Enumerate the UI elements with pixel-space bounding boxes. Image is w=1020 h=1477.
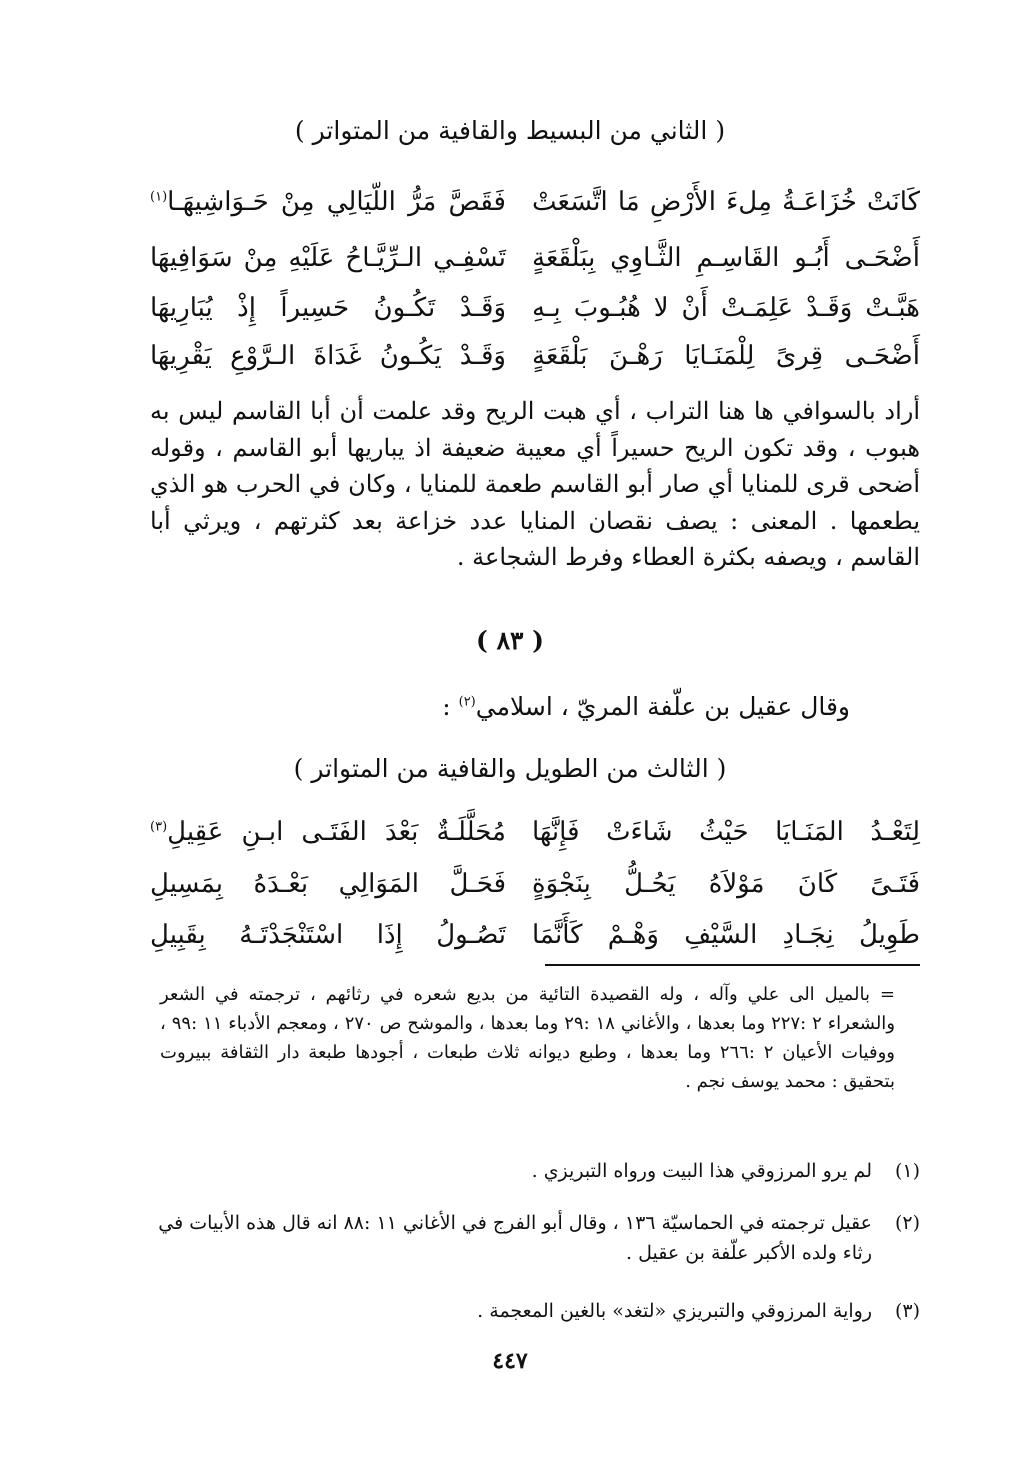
verse-second-hemistich <box>150 180 506 224</box>
footnote-ref: (٣) <box>150 819 168 835</box>
footnote-ref: (٢) <box>458 694 476 710</box>
poem-2-verse-3 <box>150 913 920 957</box>
verse-second-hemistich <box>150 810 506 854</box>
page-number: ٤٤٧ <box>492 1348 528 1374</box>
poem-1-verse-1 <box>150 180 920 224</box>
footnote-number: (٣) <box>894 1300 920 1322</box>
verse-second-hemistich: تَسْفِـي الـرِّيَّـاحُ عَلَيْهِ مِنْ سَوَافِيهَا <box>150 243 506 273</box>
verse-second-hemistich: تَصُـولُ إِذَا اسْتَنْجَدْتَـهُ بِقَبِيلِ <box>150 920 506 950</box>
poem-intro <box>442 690 850 724</box>
footnote-1 <box>150 1156 920 1186</box>
footnote-ref: (١) <box>150 189 168 205</box>
verse-first-hemistich: أَضْحَـى أَبُـو القَاسِـمِ الثَّـاوِي بِبَلْقَعَةٍ <box>532 243 920 273</box>
verse-first-hemistich-text: لِتَعْـدُ المَنَـايَا حَيْثُ شَاءَتْ فَإِنَّهَا <box>532 817 920 847</box>
footnote-number: (٢) <box>894 1212 920 1234</box>
verse-first-hemistich: طَوِيلُ نِجَـادِ السَّيْفِ وَهْـمْ كَأَنَّمَا <box>532 920 920 950</box>
footnote-continuation: = بالميل الى علي وآله ، وله القصيدة التائية من بديع شعره في رثائهم ، ترجمته في الشعر والشعراء ٢ :٢٢٧ وما بعدها ، والأغاني ١٨ :٢٩ وما بعدها ، والموشح ص ٢٧٠ ، ومعجم الأدباء ١١ :٩٩ ، ووفيات الأعيان ٢ :٢٦٦ وما بعدها ، وطبع ديوانه ثلاث طبعات ، أجودها طبعة دار الثقافة ببيروت بتحقيق : محمد يوسف نجم . <box>160 984 896 1092</box>
poem-number: ( ٨٣ ) <box>476 626 544 655</box>
section-title-meter-2: ( الثالث من الطويل والقافية من المتواتر ) <box>293 754 727 783</box>
poem-intro-colon: : <box>442 692 459 721</box>
poem-2-verse-2 <box>150 862 920 906</box>
verse-first-hemistich: فَتَـىً كَانَ مَوْلاَهُ يَحُـلُّ بِنَجْوَةٍ <box>532 869 920 899</box>
commentary-paragraph: أراد بالسوافي ها هنا التراب ، أي هبت الريح وقد علمت أن أبا القاسم ليس به هبوب ، وقد تكون الريح حسيراً أي معيبة ضعيفة اذ يباريها أبو القاسم ، وقوله أضحى قرى للمنايا أي صار أبو القاسم طعمة للمنايا ، وكان في الحرب هو الذي يطعمها . المعنى : يصف نقصان المنايا عدد خزاعة بعد كثرتهم ، ويرثي أبا القاسم ، ويصفه بكثرة العطاء وفرط الشجاعة . <box>150 397 920 571</box>
verse-second-hemistich-text: مُحَلَّلَـةٌ بَعْدَ الفَتَـى ابـنِ عَقِيلِ <box>167 817 506 847</box>
footnote-number: (١) <box>894 1160 920 1182</box>
verse-second-hemistich-text: فَقَصَّ مَرُّ اللّيَالِي مِنْ حَـوَاشِيهَـا <box>167 187 506 217</box>
section-title-meter-1: ( الثاني من البسيط والقافية من المتواتر ) <box>294 116 726 145</box>
verse-second-hemistich: وَقَـدْ يَكُـونُ غَدَاةَ الـرَّوْعِ يَقْرِيهَا <box>150 341 506 371</box>
poem-1-verse-3 <box>150 286 920 330</box>
poem-1-verse-4 <box>150 334 920 378</box>
verse-first-hemistich: هَبَّـتْ وَقَـدْ عَلِمَـتْ أَنْ لا هُبُـوبَ بِـهِ <box>532 293 920 323</box>
verse-first-hemistich: أَضْحَـى قِرىً لِلْمَنَـايَا رَهْـنَ بَلْقَعَةٍ <box>532 341 920 371</box>
poem-intro-text: وقال عقيل بن علّفة المريّ ، اسلامي <box>475 692 850 721</box>
verse-second-hemistich: وَقَـدْ تَكُـونُ حَسِيراً إِذْ يُبَارِيهَا <box>150 293 506 323</box>
footnote-2 <box>150 1208 920 1268</box>
footnote-text: لم يرو المرزوقي هذا البيت ورواه التبريزي . <box>531 1160 872 1182</box>
verse-first-hemistich: كَانَتْ خُزَاعَـةُ مِلءَ الأَرْضِ مَا اتَّسَعَتْ <box>532 187 920 217</box>
footnote-3 <box>150 1296 920 1326</box>
footnote-text: رواية المرزوقي والتبريزي «لتغد» بالغين المعجمة . <box>477 1300 872 1322</box>
footnote-separator <box>545 964 920 966</box>
poem-2-verse-1 <box>150 810 920 854</box>
verse-second-hemistich: فَحَـلَّ المَوَالِي بَعْـدَهُ بِمَسِيلِ <box>150 869 506 899</box>
verse-first-hemistich <box>532 810 920 854</box>
poem-1-verse-2 <box>150 236 920 280</box>
footnote-text: عقيل ترجمته في الحماسيّة ١٣٦ ، وقال أبو الفرج في الأغاني ١١ :٨٨ انه قال هذه الأبيات في رثاء ولده الأكبر علّفة بن عقيل . <box>158 1212 872 1264</box>
